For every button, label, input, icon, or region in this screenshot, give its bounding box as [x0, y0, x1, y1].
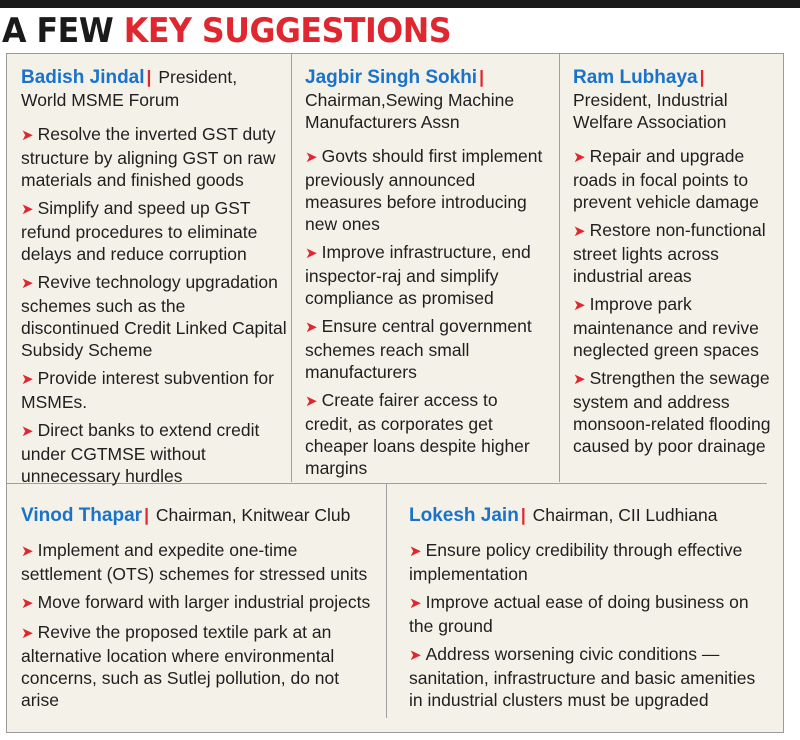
person-name: Jagbir Singh Sokhi [305, 67, 478, 88]
arrow-right-icon: ➤ [305, 393, 318, 410]
arrow-right-icon: ➤ [21, 595, 34, 612]
person-role: Chairman,Sewing Machine Manufacturers Assn [305, 90, 515, 132]
list-item: ➤ Improve actual ease of doing business on the ground [409, 592, 749, 636]
arrow-right-icon: ➤ [21, 127, 34, 144]
arrow-right-icon: ➤ [573, 371, 586, 388]
suggestion-list [21, 539, 375, 711]
list-item: ➤ Improve park maintenance and revive neglected green spaces [573, 294, 759, 360]
section-header [305, 66, 545, 133]
list-item: ➤ Resolve the inverted GST duty structure by aligning GST on raw materials and finished goods [21, 124, 276, 190]
list-item: ➤ Revive the proposed textile park at an alternative location where environmental concerns, such as Sutlej pollution, do not arise [21, 622, 340, 710]
arrow-right-icon: ➤ [21, 625, 34, 642]
list-item: ➤ Improve infrastructure, end inspector-raj and simplify compliance as promised [305, 242, 531, 308]
top-rule [0, 0, 800, 8]
arrow-right-icon: ➤ [21, 371, 34, 388]
person-role: President, World MSME Forum [21, 67, 238, 110]
person-role: President, Industrial Welfare Association [573, 90, 728, 132]
page-title [2, 11, 451, 51]
separator: | [479, 67, 484, 87]
list-item: ➤ Create fairer access to credit, as corporates get cheaper loans despite higher margins [305, 390, 530, 478]
person-name: Ram Lubhaya [573, 67, 698, 88]
list-item: ➤ Revive technology upgradation schemes such as the discontinued Credit Linked Capital Subsidy Scheme [21, 272, 287, 360]
list-item: ➤ Implement and expedite one-time settlement (OTS) schemes for stressed units [21, 540, 368, 584]
list-item: ➤ Move forward with larger industrial projects [21, 592, 371, 612]
title-black: A FEW [2, 11, 114, 51]
arrow-right-icon: ➤ [305, 149, 318, 166]
list-item: ➤ Repair and upgrade roads in focal points to prevent vehicle damage [573, 146, 759, 212]
arrow-right-icon: ➤ [409, 647, 422, 664]
list-item: ➤ Direct banks to extend credit under CGTMSE without unnecessary hurdles [21, 420, 260, 486]
list-item: ➤ Strengthen the sewage system and address monsoon-related flooding caused by poor drainage [573, 368, 771, 456]
separator: | [146, 67, 152, 87]
list-item: ➤ Govts should first implement previously announced measures before introducing new ones [305, 146, 543, 234]
arrow-right-icon: ➤ [409, 543, 422, 560]
person-name: Vinod Thapar [21, 505, 143, 526]
person-role: Chairman, Knitwear Club [155, 505, 351, 525]
arrow-right-icon: ➤ [409, 595, 422, 612]
divider-top-1 [291, 54, 292, 482]
divider-top-2 [559, 54, 560, 482]
arrow-right-icon: ➤ [21, 543, 34, 560]
divider-bottom [386, 483, 387, 718]
section-header [409, 504, 763, 527]
separator: | [520, 505, 526, 525]
section-vinod-thapar [21, 504, 375, 717]
list-item: ➤ Ensure central government schemes reach small manufacturers [305, 316, 532, 382]
separator: | [699, 67, 705, 87]
list-item: ➤ Restore non-functional street lights across industrial areas [573, 220, 766, 286]
section-jagbir-singh-sokhi [305, 66, 545, 485]
section-lokesh-jain [409, 504, 763, 717]
person-name: Badish Jindal [21, 67, 145, 88]
arrow-right-icon: ➤ [21, 201, 34, 218]
suggestion-list [21, 123, 287, 487]
arrow-right-icon: ➤ [573, 223, 586, 240]
person-name: Lokesh Jain [409, 505, 519, 526]
suggestion-list [573, 145, 777, 457]
person-role: Chairman, CII Ludhiana [532, 505, 718, 525]
list-item: ➤ Simplify and speed up GST refund procedures to eliminate delays and reduce corruption [21, 198, 258, 264]
list-item: ➤ Provide interest subvention for MSMEs. [21, 368, 274, 412]
title-red: KEY SUGGESTIONS [123, 11, 452, 51]
suggestion-list [409, 539, 763, 711]
arrow-right-icon: ➤ [573, 149, 586, 166]
section-header [21, 66, 287, 111]
arrow-right-icon: ➤ [305, 245, 318, 262]
arrow-right-icon: ➤ [21, 423, 34, 440]
section-header [21, 504, 375, 527]
suggestions-panel [6, 53, 784, 733]
section-ram-lubhaya [573, 66, 777, 463]
separator: | [144, 505, 149, 525]
list-item: ➤ Ensure policy credibility through effective implementation [409, 540, 743, 584]
arrow-right-icon: ➤ [305, 319, 318, 336]
section-header [573, 66, 777, 133]
list-item: ➤ Address worsening civic conditions — sanitation, infrastructure and basic amenities in industrial clusters must be upgraded [409, 644, 756, 710]
suggestion-list [305, 145, 545, 479]
section-badish-jindal [21, 66, 287, 493]
arrow-right-icon: ➤ [21, 275, 34, 292]
arrow-right-icon: ➤ [573, 297, 586, 314]
